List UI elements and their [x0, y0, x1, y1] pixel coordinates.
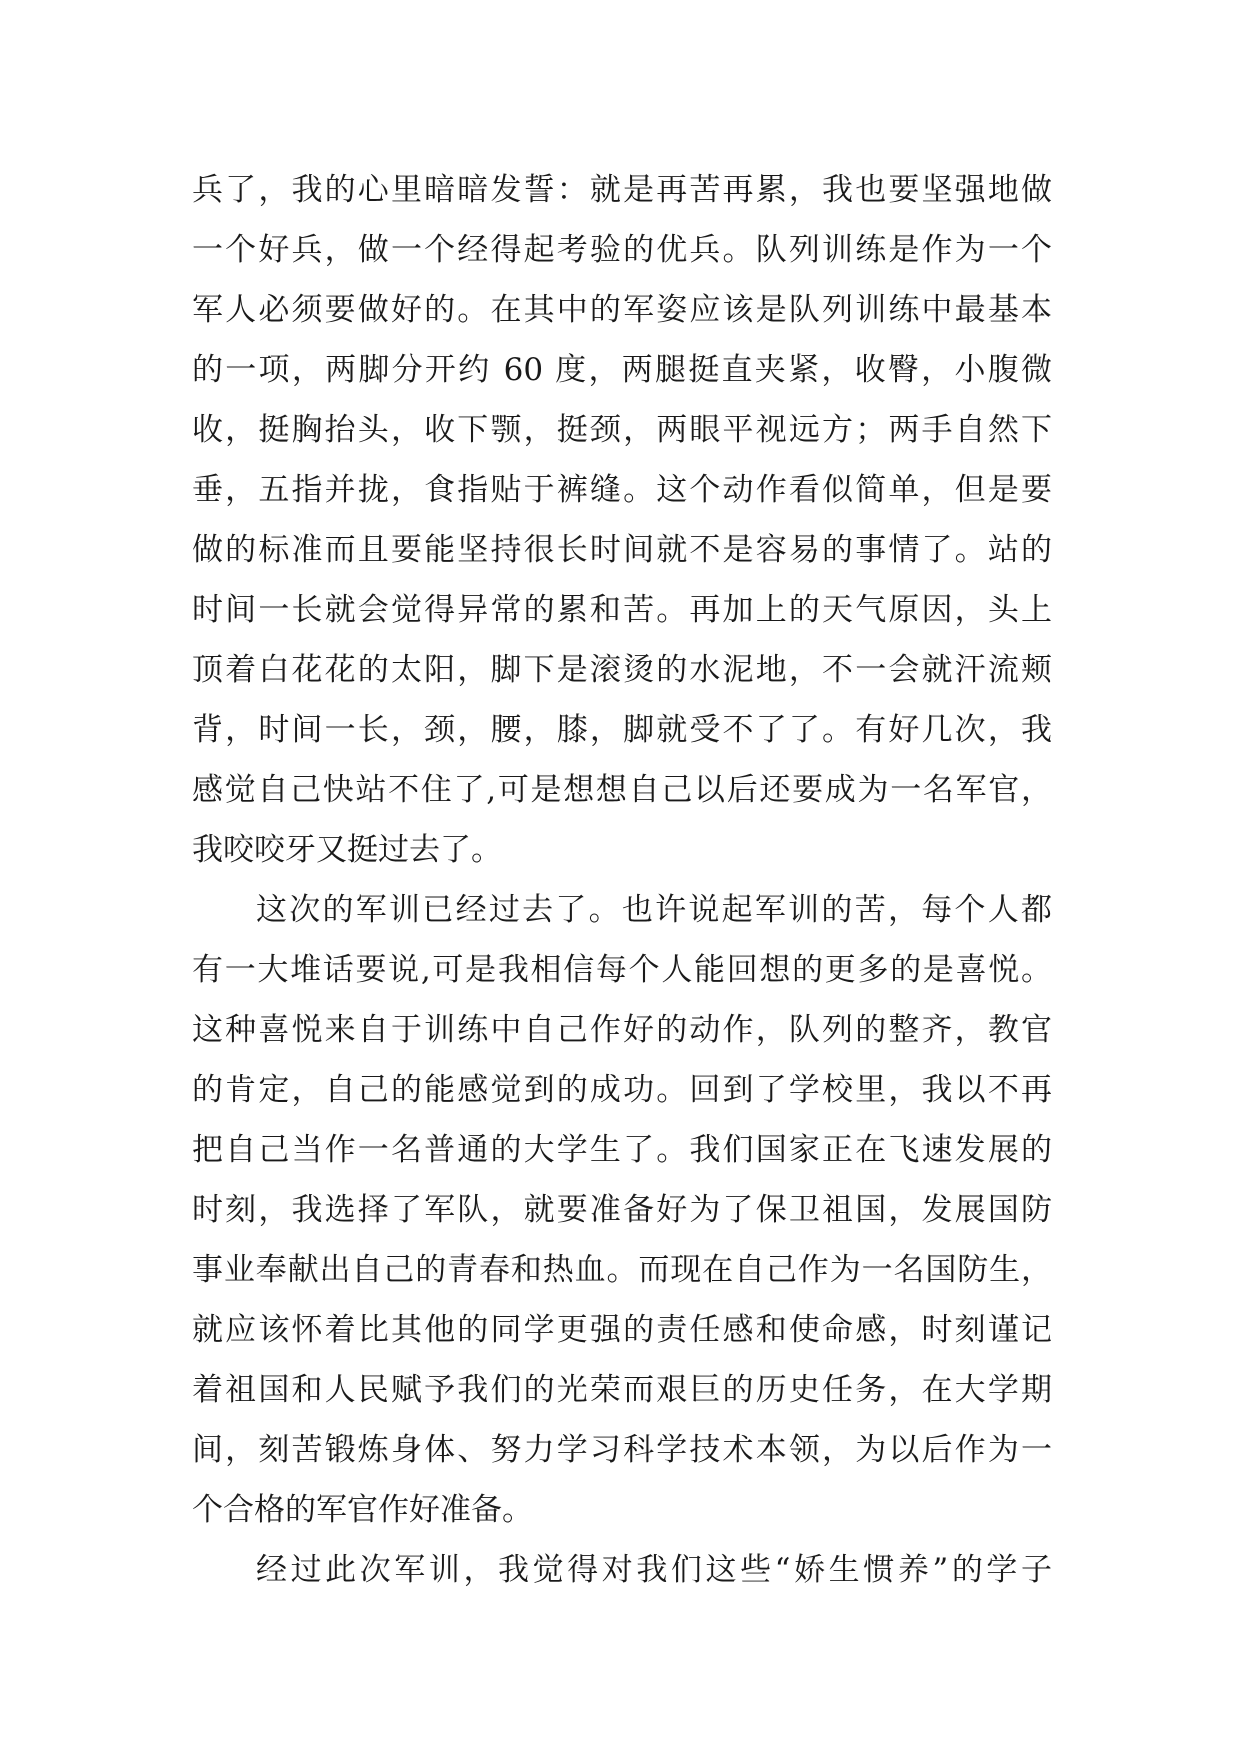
paragraph-2 — [192, 880, 1052, 1540]
text-line: 经过此次军训，我觉得对我们这些“娇生惯养”的学子 — [256, 1552, 1052, 1588]
text-line: 的一项，两脚分开约 60 度，两腿挺直夹紧，收臀，小腹微 — [192, 352, 1052, 388]
text-line: 把自己当作一名普通的大学生了。我们国家正在飞速发展的 — [192, 1132, 1052, 1168]
text-line: 一个好兵，做一个经得起考验的优兵。队列训练是作为一个 — [192, 232, 1052, 268]
text-line: 时间一长就会觉得异常的累和苦。再加上的天气原因，头上 — [192, 592, 1052, 628]
document-body — [192, 160, 1052, 1600]
text-line: 时刻，我选择了军队，就要准备好为了保卫祖国，发展国防 — [192, 1192, 1052, 1228]
text-line: 就应该怀着比其他的同学更强的责任感和使命感，时刻谨记 — [192, 1312, 1052, 1348]
text-line: 顶着白花花的太阳，脚下是滚烫的水泥地，不一会就汗流颊 — [192, 652, 1052, 688]
text-line: 军人必须要做好的。在其中的军姿应该是队列训练中最基本 — [192, 292, 1052, 328]
text-line: 事业奉献出自己的青春和热血。而现在自己作为一名国防生， — [192, 1252, 1052, 1288]
text-line: 个合格的军官作好准备。 — [192, 1492, 533, 1528]
text-line: 垂，五指并拢，食指贴于裤缝。这个动作看似简单，但是要 — [192, 472, 1052, 508]
text-line: 背，时间一长，颈，腰，膝，脚就受不了了。有好几次，我 — [192, 712, 1052, 748]
text-line: 收，挺胸抬头，收下颚，挺颈，两眼平视远方；两手自然下 — [192, 412, 1052, 448]
text-line: 感觉自己快站不住了,可是想想自己以后还要成为一名军官， — [192, 772, 1052, 808]
text-line: 这次的军训已经过去了。也许说起军训的苦，每个人都 — [256, 892, 1052, 928]
paragraph-3 — [192, 1540, 1052, 1600]
text-line: 间，刻苦锻炼身体、努力学习科学技术本领，为以后作为一 — [192, 1432, 1052, 1468]
text-line: 有一大堆话要说,可是我相信每个人能回想的更多的是喜悦。 — [192, 952, 1052, 988]
text-line: 做的标准而且要能坚持很长时间就不是容易的事情了。站的 — [192, 532, 1052, 568]
text-line: 这种喜悦来自于训练中自己作好的动作，队列的整齐，教官 — [192, 1012, 1052, 1048]
text-line: 着祖国和人民赋予我们的光荣而艰巨的历史任务，在大学期 — [192, 1372, 1052, 1408]
text-line: 我咬咬牙又挺过去了。 — [192, 832, 502, 868]
paragraph-1 — [192, 160, 1052, 880]
text-line: 的肯定，自己的能感觉到的成功。回到了学校里，我以不再 — [192, 1072, 1052, 1108]
text-line: 兵了，我的心里暗暗发誓：就是再苦再累，我也要坚强地做 — [192, 172, 1052, 208]
